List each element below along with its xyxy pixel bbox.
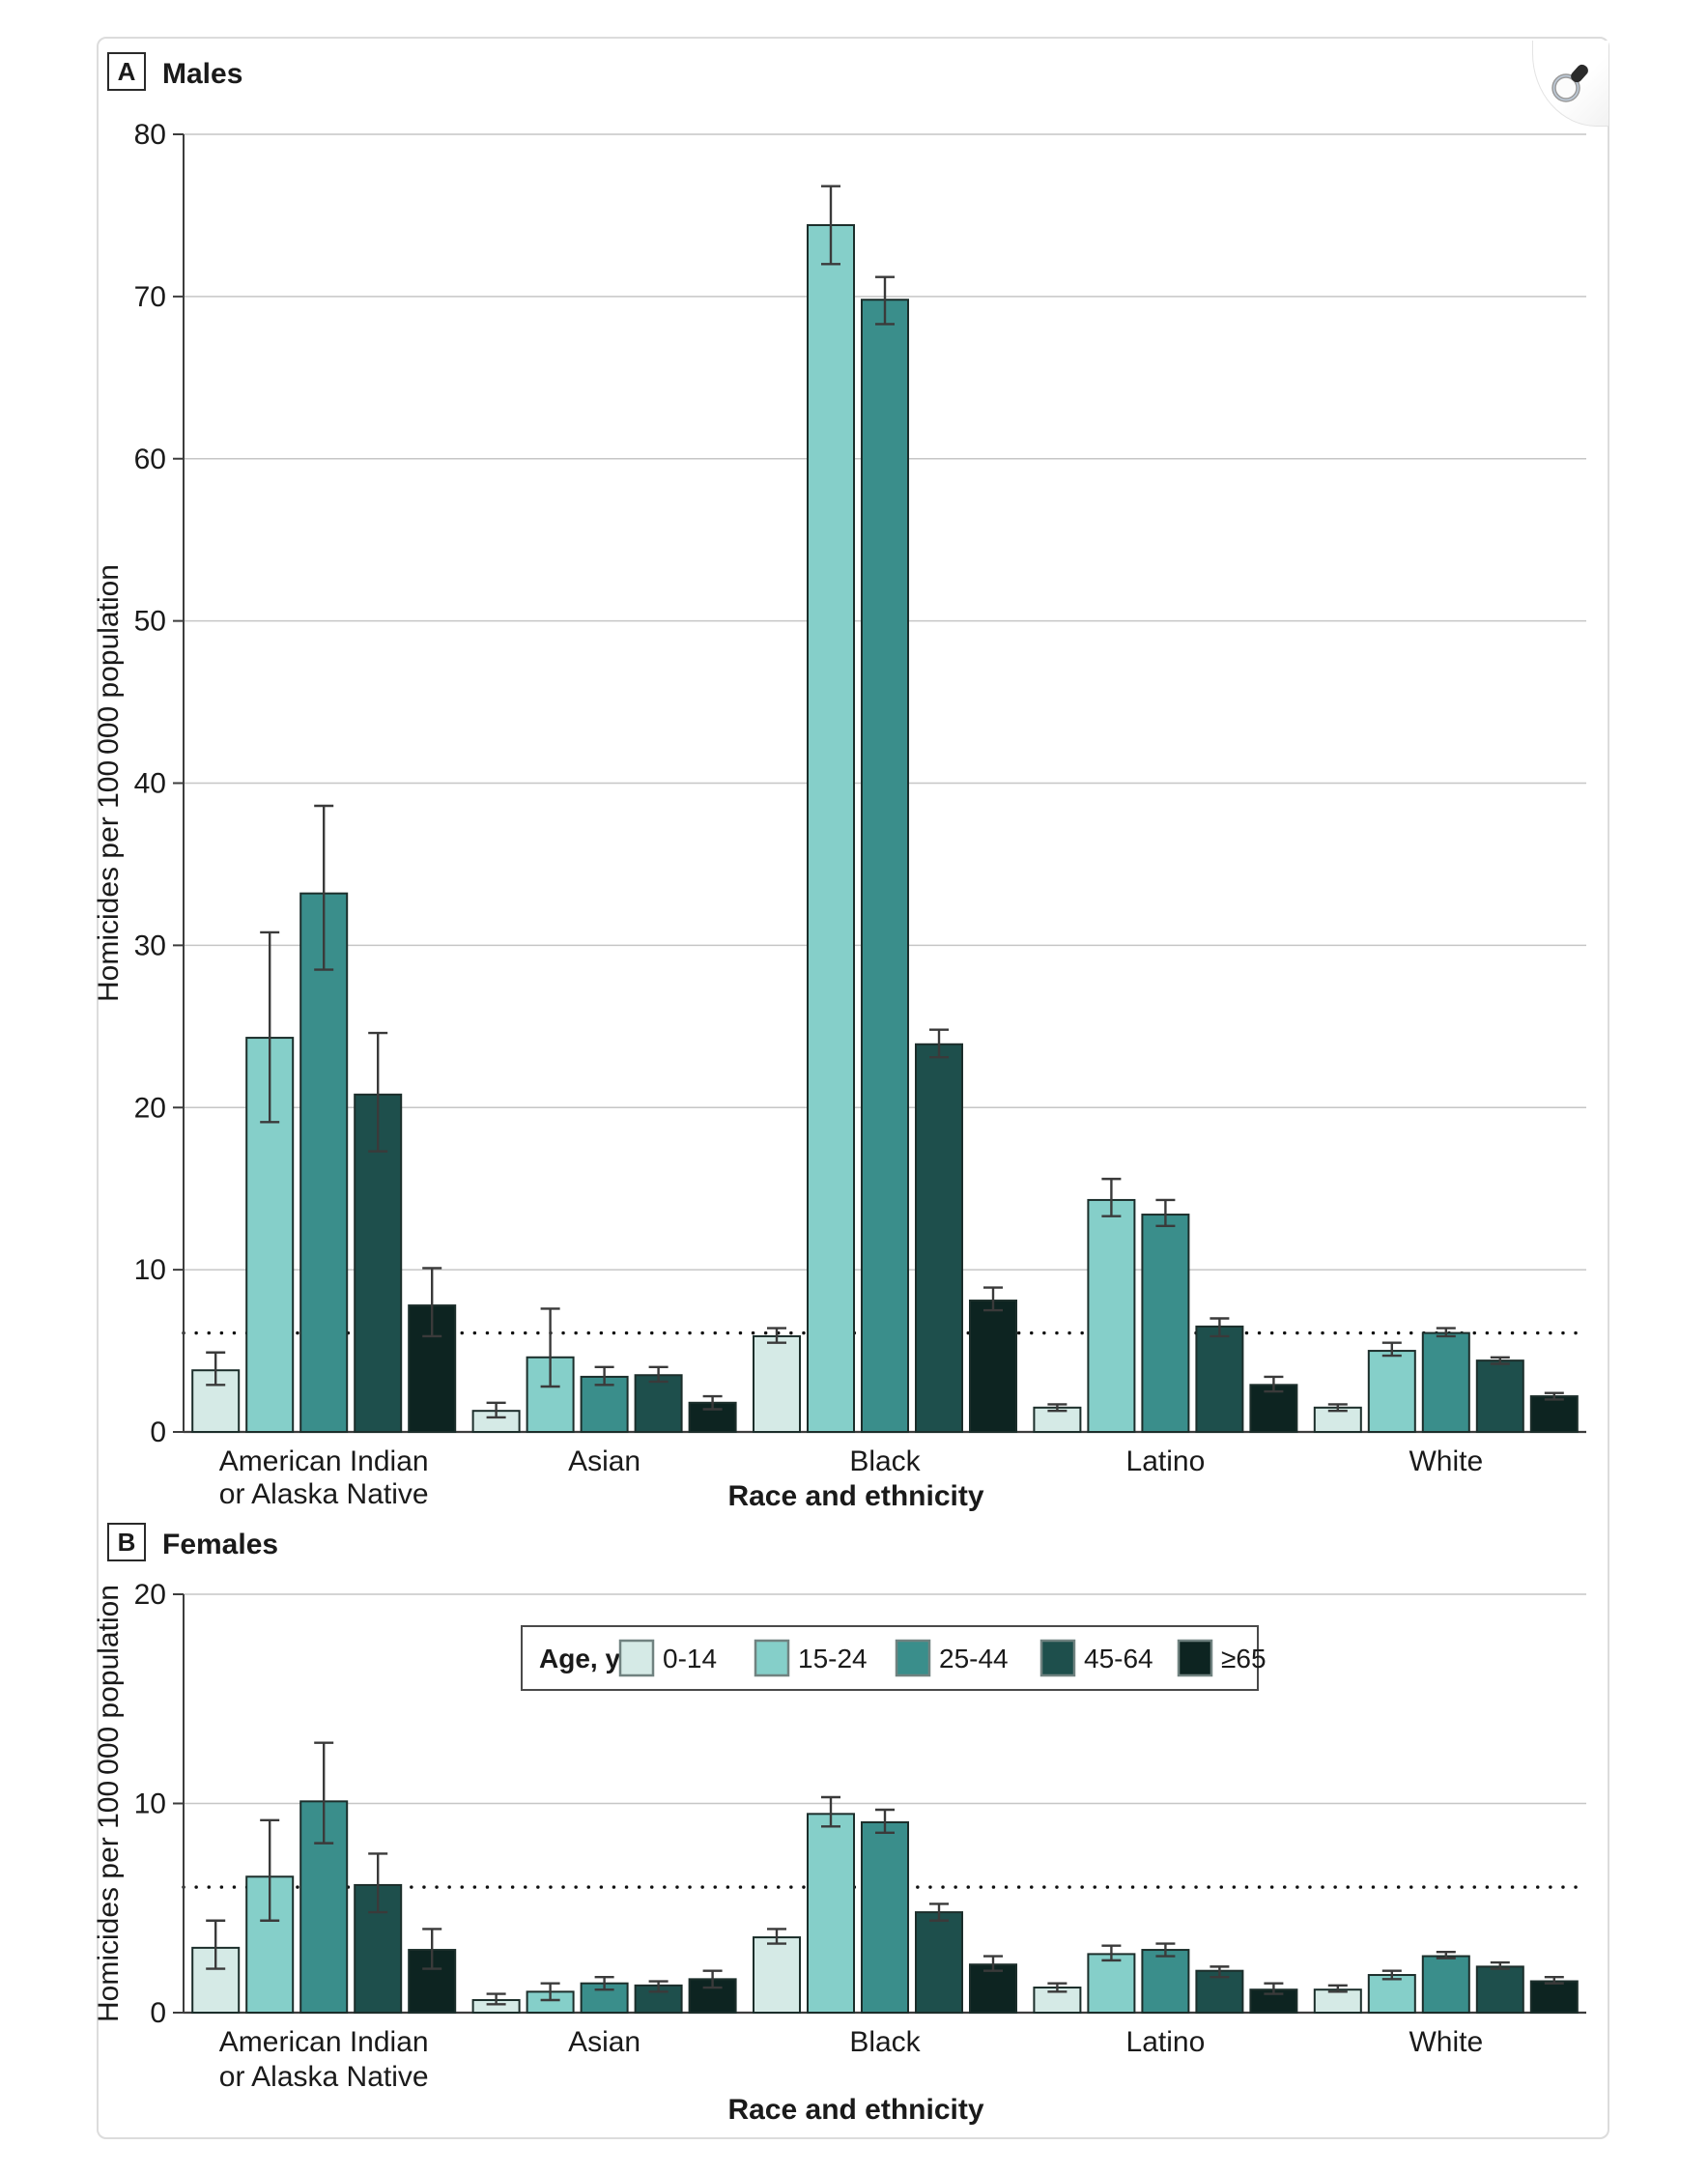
bar xyxy=(1423,1333,1469,1432)
bar xyxy=(808,1814,854,2013)
legend-swatch xyxy=(897,1641,929,1675)
bar xyxy=(970,1301,1016,1432)
legend-title: Age, y xyxy=(539,1644,621,1673)
y-tick-label: 10 xyxy=(133,1788,166,1820)
bar xyxy=(1142,1215,1188,1432)
bar xyxy=(1196,1327,1242,1432)
bar xyxy=(636,1375,682,1432)
x-category-label: White xyxy=(1409,2026,1484,2058)
y-tick-label: 20 xyxy=(133,1579,166,1611)
bar xyxy=(1369,1975,1415,2013)
x-category-label: Asian xyxy=(568,2026,641,2058)
y-tick-label: 60 xyxy=(133,443,166,475)
y-tick-label: 30 xyxy=(133,930,166,962)
legend-label: ≥65 xyxy=(1221,1644,1267,1673)
x-category-label: Latino xyxy=(1125,2026,1206,2058)
bar xyxy=(1142,1950,1188,2013)
bar xyxy=(1315,1989,1361,2013)
legend-label: 45-64 xyxy=(1084,1644,1153,1673)
x-category-label: American Indian xyxy=(218,1445,429,1477)
bar xyxy=(1477,1966,1523,2013)
x-category-label: or Alaska Native xyxy=(218,1478,429,1510)
y-tick-label: 0 xyxy=(150,1416,166,1448)
x-category-label: Latino xyxy=(1125,1445,1206,1477)
y-axis-title: Homicides per 100 000 population xyxy=(93,1585,125,2022)
panel-title: Females xyxy=(162,1529,279,1560)
bar xyxy=(916,1044,962,1432)
x-category-label: Black xyxy=(849,2026,921,2058)
x-axis-title: Race and ethnicity xyxy=(727,2094,984,2126)
x-category-label: White xyxy=(1409,1445,1484,1477)
legend-swatch xyxy=(755,1641,788,1675)
x-axis-title: Race and ethnicity xyxy=(727,1480,984,1512)
y-tick-label: 20 xyxy=(133,1092,166,1125)
bar xyxy=(754,1937,800,2013)
bar xyxy=(862,300,908,1432)
bar xyxy=(1531,1982,1578,2013)
bar xyxy=(1423,1957,1469,2013)
legend-label: 15-24 xyxy=(798,1644,868,1673)
legend-label: 0-14 xyxy=(663,1644,718,1673)
panel-letter: B xyxy=(117,1528,136,1557)
bar xyxy=(300,894,347,1432)
panel-title: Males xyxy=(162,58,243,90)
y-tick-label: 50 xyxy=(133,605,166,638)
y-tick-label: 40 xyxy=(133,767,166,800)
x-category-label: or Alaska Native xyxy=(218,2061,429,2093)
bar xyxy=(916,1912,962,2013)
bar xyxy=(1477,1360,1523,1432)
x-category-label: American Indian xyxy=(218,2026,429,2058)
legend-swatch xyxy=(620,1641,653,1675)
bar xyxy=(1088,1954,1134,2013)
x-category-label: Asian xyxy=(568,1445,641,1477)
bar xyxy=(1369,1351,1415,1432)
legend-swatch xyxy=(1179,1641,1211,1675)
y-tick-label: 70 xyxy=(133,280,166,313)
panel-letter: A xyxy=(117,57,136,86)
bar xyxy=(862,1822,908,2013)
bar xyxy=(1531,1396,1578,1432)
y-tick-label: 10 xyxy=(133,1254,166,1287)
bar xyxy=(754,1336,800,1432)
bar xyxy=(808,225,854,1432)
y-axis-title: Homicides per 100 000 population xyxy=(93,564,125,1002)
bar xyxy=(1088,1200,1134,1432)
legend-label: 25-44 xyxy=(939,1644,1009,1673)
magnifier-icon xyxy=(1546,58,1596,108)
x-category-label: Black xyxy=(849,1445,921,1477)
y-tick-label: 0 xyxy=(150,1997,166,2029)
y-tick-label: 80 xyxy=(133,119,166,151)
legend-swatch xyxy=(1041,1641,1074,1675)
